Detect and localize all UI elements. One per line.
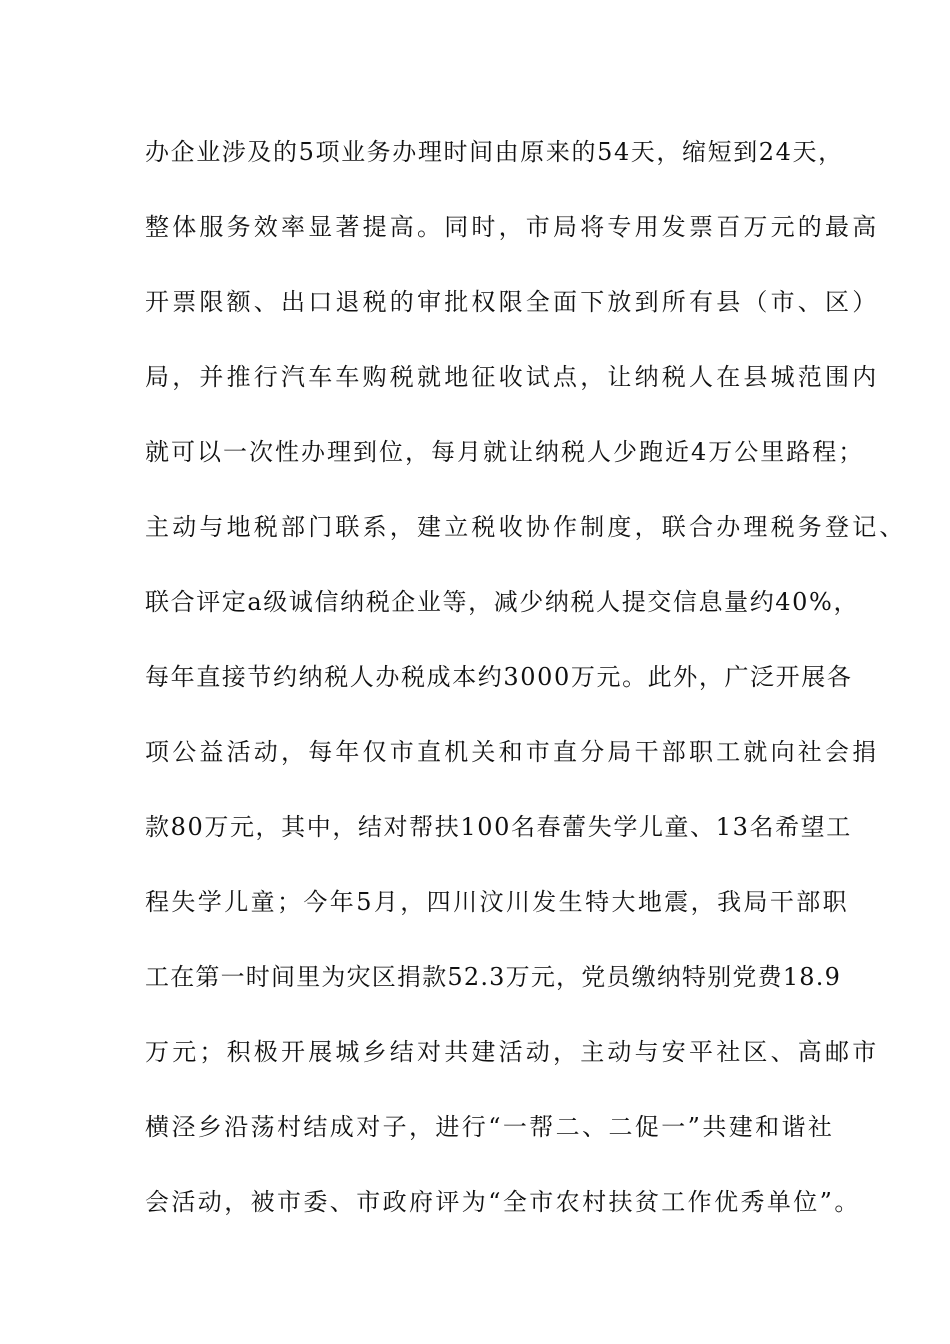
text-line: 联合评定a级诚信纳税企业等，减少纳税人提交信息量约40%， [145,588,860,616]
text-line: 工在第一时间里为灾区捐款52.3万元，党员缴纳特别党费18.9 [145,963,842,991]
text-line: 办企业涉及的5项业务办理时间由原来的54天，缩短到24天， [145,138,844,166]
text-line: 开票限额、出口退税的审批权限全面下放到所有县（市、区） [145,288,880,316]
text-line: 局，并推行汽车车购税就地征收试点，让纳税人在县城范围内 [145,363,880,391]
text-line: 项公益活动，每年仅市直机关和市直分局干部职工就向社会捐 [145,738,880,766]
text-line: 整体服务效率显著提高。同时，市局将专用发票百万元的最高 [145,213,880,241]
text-line: 万元；积极开展城乡结对共建活动，主动与安平社区、高邮市 [145,1038,880,1066]
text-line: 主动与地税部门联系，建立税收协作制度，联合办理税务登记、 [145,513,907,541]
text-line: 程失学儿童；今年5月，四川汶川发生特大地震，我局干部职 [145,888,850,916]
text-line: 横泾乡沿荡村结成对子，进行“一帮二、二促一”共建和谐社 [145,1113,835,1141]
text-line: 会活动，被市委、市政府评为“全市农村扶贫工作优秀单位”。 [145,1188,861,1216]
text-line: 款80万元，其中，结对帮扶100名春蕾失学儿童、13名希望工 [145,813,852,841]
text-line: 每年直接节约纳税人办税成本约3000万元。此外，广泛开展各 [145,663,853,691]
text-line: 就可以一次性办理到位，每月就让纳税人少跑近4万公里路程； [145,438,865,466]
